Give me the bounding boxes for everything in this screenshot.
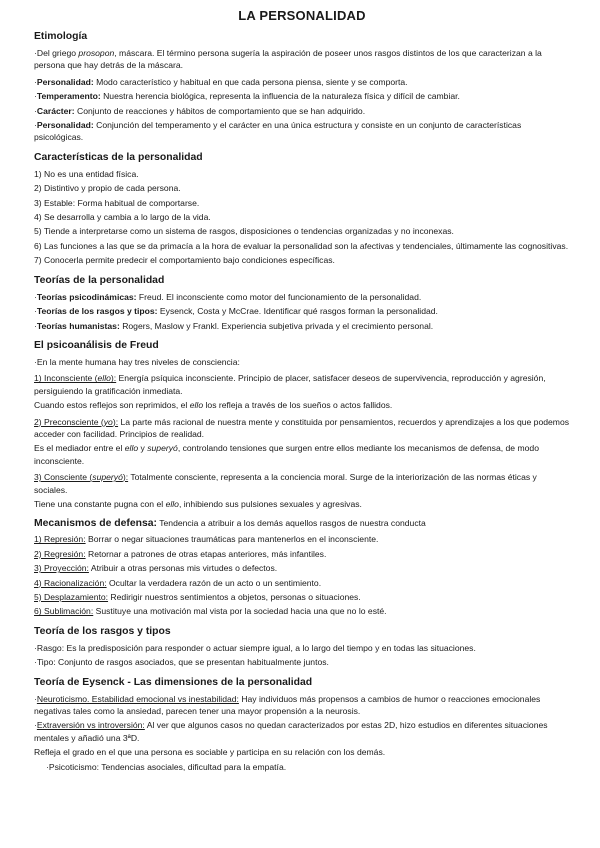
heading-freud: El psicoanálisis de Freud <box>34 339 159 351</box>
heading-rasgos: Teoría de los rasgos y tipos <box>34 625 171 637</box>
eysenck-refleja: Refleja el grado en el que una persona es sociable y participa en su relación con los demás. <box>34 747 386 758</box>
heading-etimologia: Etimología <box>34 31 88 42</box>
mecanismo-item: 2) Regresión: Retornar a patrones de otras etapas anteriores, más infantiles. <box>34 548 327 559</box>
page-title: LA PERSONALIDAD <box>238 8 366 23</box>
etimologia-item: ·Personalidad: Conjunción del temperamento y el carácter en una única estructura y consiste en un conjunto de características psicológicas. <box>34 120 522 143</box>
freud-preconsciente-extra: Es el mediador entre el ello y superyó, controlando tensiones que surgen entre ellos mediante los mecanismos de defensa, de modo inconsciente. <box>34 443 539 466</box>
teoria-item: ·Teorías psicodinámicas: Freud. El inconsciente como motor del funcionamiento de la personalidad. <box>34 291 422 302</box>
mecanismo-item: 6) Sublimación: Sustituye una motivación mal vista por la sociedad hacia una que no lo esté. <box>34 606 387 617</box>
caracteristica-item: 5) Tiende a interpretarse como un sistema de rasgos, disposiciones o tendencias organizadas y no inconexas. <box>34 226 454 237</box>
freud-consciente-extra: Tiene una constante pugna con el ello, inhibiendo sus pulsiones sexuales y agresivas. <box>34 498 362 509</box>
teoria-item: ·Teorías de los rasgos y tipos: Eysenck, Costa y McCrae. Identificar qué rasgos forman la personalidad. <box>34 306 438 317</box>
caracteristica-item: 6) Las funciones a las que se da primacía a la hora de evaluar la personalidad son la afectivas y tendenciales, últimamente las cognositivas. <box>34 240 569 251</box>
freud-inconsciente-extra: Cuando estos reflejos son reprimidos, el ello los refleja a través de los sueños o actos fallidos. <box>34 400 393 411</box>
etimologia-item: ·Temperamento: Nuestra herencia biológica, representa la influencia de la naturaleza física y difícil de cambiar. <box>34 91 460 102</box>
etimologia-item: ·Carácter: Conjunto de reacciones y hábitos de comportamiento que se han adquirido. <box>34 105 366 116</box>
etimologia-intro: ·Del griego prosopon, máscara. El término persona sugería la aspiración de poseer unos rasgos distintos de los que caracterizan a la persona que hay detrás de la máscara. <box>34 48 542 71</box>
caracteristica-item: 4) Se desarrolla y cambia a lo largo de la vida. <box>34 212 211 223</box>
heading-caracteristicas: Características de la personalidad <box>34 151 203 163</box>
document-page <box>34 8 570 775</box>
heading-teorias: Teorías de la personalidad <box>34 274 165 286</box>
caracteristica-item: 7) Conocerla permite predecir el comportamiento bajo condiciones específicas. <box>34 255 335 266</box>
rasgo-item: ·Tipo: Conjunto de rasgos asociados, que se presentan habitualmente juntos. <box>34 657 329 668</box>
freud-intro: ·En la mente humana hay tres niveles de consciencia: <box>34 356 240 367</box>
eysenck-extraversion: ·Extraversión vs introversión: Al ver que algunos casos no quedan caracterizados por estas 2D, hizo estudios en diferentes situaciones mentales y añadió una 3ªD. <box>34 720 548 743</box>
mecanismo-item: 3) Proyección: Atribuir a otras personas mis virtudes o defectos. <box>34 563 278 574</box>
rasgo-item: ·Rasgo: Es la predisposición para responder o actuar siempre igual, a lo largo del tiempo y en todas las situaciones. <box>34 642 476 653</box>
caracteristica-item: 1) No es una entidad física. <box>34 168 139 179</box>
freud-inconsciente: 1) Inconsciente (ello): Energía psíquica inconsciente. Principio de placer, satisfacer deseos de supervivencia, reproducción y agresión, persiguiendo la gratificación inmediata. <box>34 373 546 396</box>
eysenck-psicoticismo: ·Psicoticismo: Tendencias asociales, dificultad para la empatía. <box>46 761 287 772</box>
heading-eysenck: Teoría de Eysenck - Las dimensiones de la personalidad <box>34 676 313 688</box>
eysenck-neuroticismo: ·Neuroticismo. Estabilidad emocional vs inestabilidad: Hay individuos más propensos a cambios de humor o reacciones emocionales negativas tales como la ansiedad, parecen tener una mayor propensión a la neurosis. <box>34 693 541 717</box>
teoria-item: ·Teorías humanistas: Rogers, Maslow y Frankl. Experiencia subjetiva privada y el crecimiento personal. <box>34 320 434 331</box>
freud-preconsciente: 2) Preconsciente (yo): La parte más racional de nuestra mente y constituida por pensamientos, recuerdos y aprendizajes a los que podemos acceder con facilidad. Principios de realidad. <box>34 416 570 439</box>
etimologia-item: ·Personalidad: Modo característico y habitual en que cada persona piensa, siente y se comporta. <box>34 76 408 87</box>
caracteristica-item: 2) Distintivo y propio de cada persona. <box>34 183 181 194</box>
mecanismo-item: 1) Represión: Borrar o negar situaciones traumáticas para mantenerlos en el inconsciente. <box>34 534 379 545</box>
heading-mecanismos: Mecanismos de defensa: Tendencia a atribuir a los demás aquellos rasgos de nuestra conducta <box>34 518 426 530</box>
caracteristica-item: 3) Estable: Forma habitual de comportarse. <box>34 197 200 208</box>
freud-consciente: 3) Consciente (superyó): Totalmente consciente, representa a la conciencia moral. Surge de la interiorización de las normas éticas y sociales. <box>34 472 537 495</box>
mecanismo-item: 5) Desplazamiento: Redirigir nuestros sentimientos a objetos, personas o situaciones. <box>34 592 361 602</box>
mecanismo-item: 4) Racionalización: Ocultar la verdadera razón de un acto o un sentimiento. <box>34 577 322 588</box>
